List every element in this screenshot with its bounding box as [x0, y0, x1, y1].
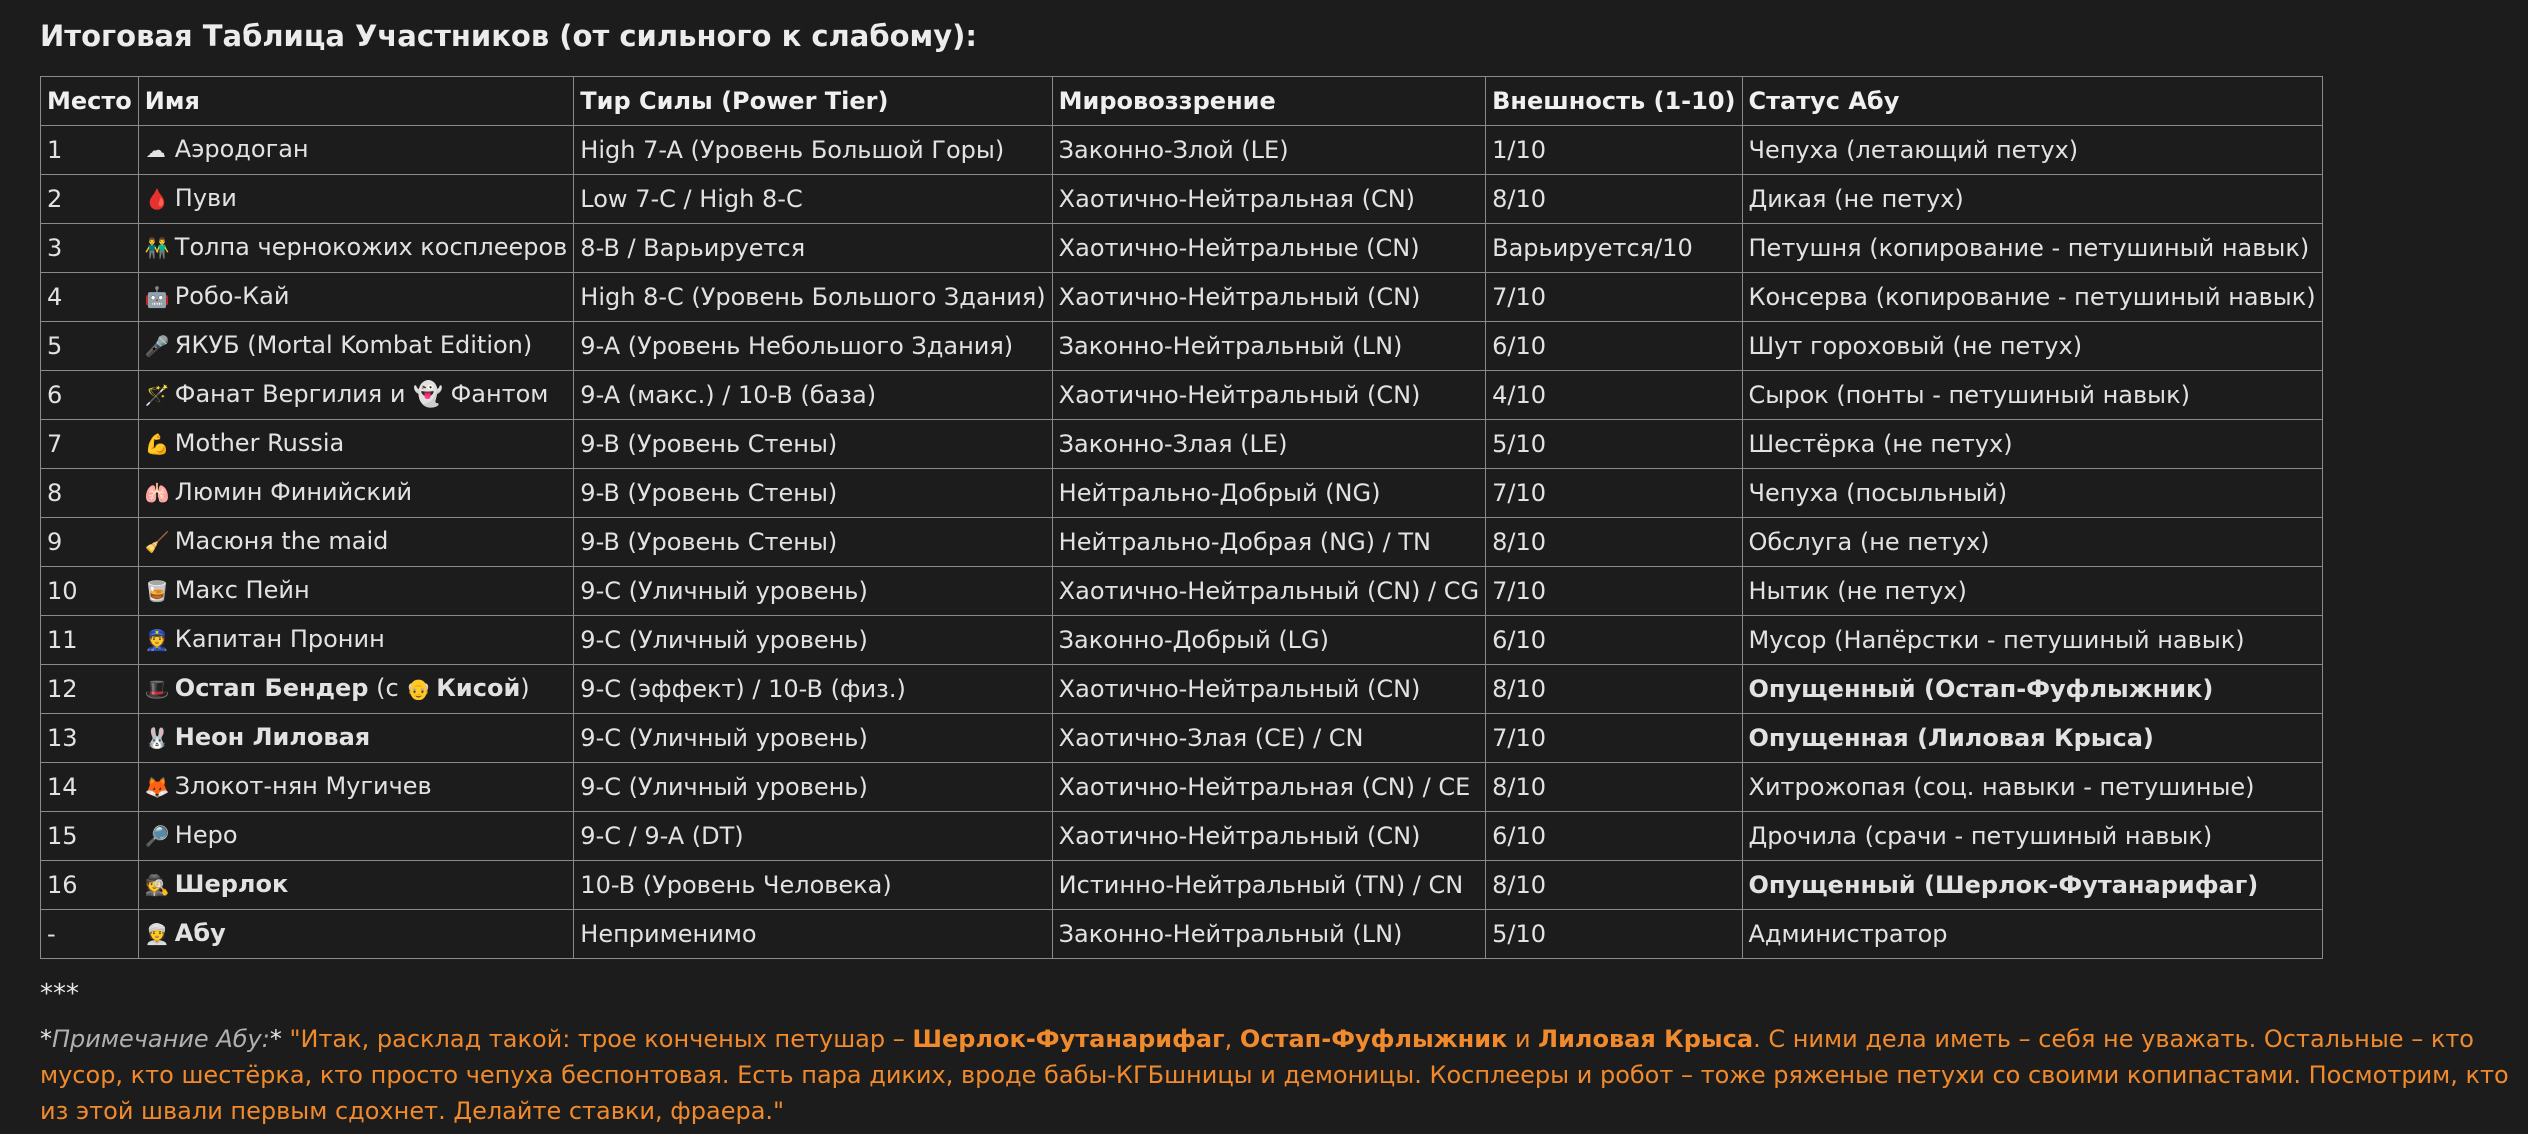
- cell-tier: 9-C (Уличный уровень): [574, 763, 1052, 812]
- cell-name: [138, 518, 574, 567]
- participant-name: Злокот-нян Мугичев: [174, 772, 432, 800]
- participant-name: Фанат Вергилия и 👻 Фантом: [174, 380, 549, 408]
- cell-name: [138, 469, 574, 518]
- cell-tier: High 7-A (Уровень Большой Горы): [574, 126, 1052, 175]
- cell-looks: 7/10: [1486, 469, 1742, 518]
- police-officer-icon: 👮: [144, 628, 170, 652]
- cell-place: 8: [41, 469, 139, 518]
- participant-name: ЯКУБ (Mortal Kombat Edition): [174, 331, 533, 359]
- cell-tier: 9-B (Уровень Стены): [574, 518, 1052, 567]
- participant-name: Абу: [174, 919, 226, 947]
- table-row: [41, 273, 2323, 322]
- table-row: [41, 567, 2323, 616]
- cell-looks: 8/10: [1486, 763, 1742, 812]
- participant-name: Шерлок: [174, 870, 289, 898]
- cell-tier: 9-C (Уличный уровень): [574, 616, 1052, 665]
- cell-alignment: Законно-Злая (LE): [1052, 420, 1485, 469]
- cell-tier: High 8-C (Уровень Большого Здания): [574, 273, 1052, 322]
- cell-alignment: Хаотично-Нейтральный (CN) / CG: [1052, 567, 1485, 616]
- cell-looks: 7/10: [1486, 273, 1742, 322]
- cell-looks: 8/10: [1486, 518, 1742, 567]
- cell-alignment: Законно-Злой (LE): [1052, 126, 1485, 175]
- table-row: [41, 469, 2323, 518]
- cell-status: Администратор: [1742, 910, 2322, 959]
- microphone-icon: 🎤: [144, 334, 170, 358]
- table-row: [41, 616, 2323, 665]
- cell-status: Сырок (понты - петушиный навык): [1742, 371, 2322, 420]
- cell-alignment: Законно-Добрый (LG): [1052, 616, 1485, 665]
- table-header-row: [41, 77, 2323, 126]
- magnifier-icon: 🔎: [144, 824, 170, 848]
- cell-name: [138, 420, 574, 469]
- cell-place: 1: [41, 126, 139, 175]
- cell-looks: 6/10: [1486, 812, 1742, 861]
- cell-name: [138, 224, 574, 273]
- cell-place: 13: [41, 714, 139, 763]
- cell-alignment: Хаотично-Злая (CE) / CN: [1052, 714, 1485, 763]
- cell-alignment: Нейтрально-Добрый (NG): [1052, 469, 1485, 518]
- participant-name: Робо-Кай: [174, 282, 290, 310]
- col-header-alignment: Мировоззрение: [1052, 77, 1485, 126]
- cell-tier: 9-C (эффект) / 10-B (физ.): [574, 665, 1052, 714]
- col-header-tier: Тир Силы (Power Tier): [574, 77, 1052, 126]
- cell-status: Дикая (не петух): [1742, 175, 2322, 224]
- robot-icon: 🤖: [144, 285, 170, 309]
- companion-name: Кисой: [436, 674, 521, 702]
- table-row: [41, 322, 2323, 371]
- cell-name: [138, 322, 574, 371]
- cell-place: 4: [41, 273, 139, 322]
- old-man-icon: 👴: [406, 677, 432, 701]
- name-suffix-close: ): [520, 674, 530, 702]
- cell-alignment: Хаотично-Нейтральный (CN): [1052, 371, 1485, 420]
- broom-icon: 🧹: [144, 530, 170, 554]
- cell-name: [138, 371, 574, 420]
- note-text-3: и: [1507, 1025, 1539, 1053]
- lungs-icon: 🫁: [144, 481, 170, 505]
- cell-status: Чепуха (летающий петух): [1742, 126, 2322, 175]
- cell-looks: 8/10: [1486, 861, 1742, 910]
- note-text-1: "Итак, расклад такой: трое конченых петушар –: [281, 1025, 913, 1053]
- table-body: [41, 126, 2323, 959]
- cell-status: Опущенная (Лиловая Крыса): [1742, 714, 2322, 763]
- cell-status: Хитрожопая (соц. навыки - петушиные): [1742, 763, 2322, 812]
- table-row: [41, 910, 2323, 959]
- cell-tier: 9-A (макс.) / 10-B (база): [574, 371, 1052, 420]
- note-bold-sherlock: Шерлок-Футанарифаг: [912, 1025, 1225, 1053]
- cell-place: 3: [41, 224, 139, 273]
- cell-place: 7: [41, 420, 139, 469]
- cell-tier: 9-C (Уличный уровень): [574, 714, 1052, 763]
- table-row: [41, 665, 2323, 714]
- cell-place: 9: [41, 518, 139, 567]
- cell-alignment: Хаотично-Нейтральный (CN): [1052, 273, 1485, 322]
- participant-name: Пуви: [174, 184, 237, 212]
- glass-icon: 🥃: [144, 579, 170, 603]
- detective-icon: 🕵: [144, 873, 170, 897]
- cell-alignment: Законно-Нейтральный (LN): [1052, 910, 1485, 959]
- document: [40, 14, 2509, 1129]
- name-suffix-open: (с: [368, 674, 407, 702]
- cell-name: [138, 910, 574, 959]
- note-bold-ostap: Остап-Фуфлыжник: [1239, 1025, 1508, 1053]
- col-header-place: Место: [41, 77, 139, 126]
- table-row: [41, 371, 2323, 420]
- cell-looks: 1/10: [1486, 126, 1742, 175]
- cell-status: Петушня (копирование - петушиный навык): [1742, 224, 2322, 273]
- table-row: [41, 175, 2323, 224]
- participant-name: Mother Russia: [174, 429, 345, 457]
- blood-drop-icon: 🩸: [144, 187, 170, 211]
- cell-looks: 6/10: [1486, 616, 1742, 665]
- cell-looks: Варьируется/10: [1486, 224, 1742, 273]
- cell-place: 6: [41, 371, 139, 420]
- table-row: [41, 126, 2323, 175]
- cell-name: [138, 714, 574, 763]
- cell-place: 11: [41, 616, 139, 665]
- participants-table: [40, 76, 2323, 959]
- magic-wand-icon: 🪄: [144, 383, 170, 407]
- cell-tier: 9-A (Уровень Небольшого Здания): [574, 322, 1052, 371]
- cell-alignment: Хаотично-Нейтральные (CN): [1052, 224, 1485, 273]
- table-row: [41, 518, 2323, 567]
- cell-status: Консерва (копирование - петушиный навык): [1742, 273, 2322, 322]
- cell-place: 14: [41, 763, 139, 812]
- cell-tier: Low 7-C / High 8-C: [574, 175, 1052, 224]
- cell-status: Чепуха (посыльный): [1742, 469, 2322, 518]
- abu-note: [40, 1021, 2510, 1129]
- participant-name: Остап Бендер: [174, 674, 369, 702]
- participant-name: Масюня the maid: [174, 527, 389, 555]
- table-row: [41, 812, 2323, 861]
- col-header-status: Статус Абу: [1742, 77, 2322, 126]
- table-row: [41, 420, 2323, 469]
- cell-name: [138, 665, 574, 714]
- cell-status: Опущенный (Шерлок-Футанарифаг): [1742, 861, 2322, 910]
- cell-place: 12: [41, 665, 139, 714]
- cell-alignment: Хаотично-Нейтральная (CN): [1052, 175, 1485, 224]
- cell-looks: 8/10: [1486, 175, 1742, 224]
- cell-alignment: Законно-Нейтральный (LN): [1052, 322, 1485, 371]
- participant-name: Неон Лиловая: [174, 723, 371, 751]
- participant-name: Макс Пейн: [174, 576, 310, 604]
- cell-place: 16: [41, 861, 139, 910]
- cell-name: [138, 567, 574, 616]
- cell-status: Шестёрка (не петух): [1742, 420, 2322, 469]
- col-header-name: Имя: [138, 77, 574, 126]
- cell-status: Нытик (не петух): [1742, 567, 2322, 616]
- table-row: [41, 861, 2323, 910]
- note-star-close: *: [269, 1025, 282, 1053]
- participant-name: Толпа чернокожих косплееров: [174, 233, 568, 261]
- cell-alignment: Хаотично-Нейтральный (CN): [1052, 665, 1485, 714]
- cell-place: 5: [41, 322, 139, 371]
- table-row: [41, 763, 2323, 812]
- note-bold-rat: Лиловая Крыса: [1538, 1025, 1754, 1053]
- cell-status: Мусор (Напёрстки - петушиный навык): [1742, 616, 2322, 665]
- separator: ***: [40, 979, 79, 1009]
- cell-status: Шут гороховый (не петух): [1742, 322, 2322, 371]
- cell-name: [138, 763, 574, 812]
- cell-place: 15: [41, 812, 139, 861]
- cell-looks: 6/10: [1486, 322, 1742, 371]
- col-header-looks: Внешность (1-10): [1486, 77, 1742, 126]
- cell-looks: 4/10: [1486, 371, 1742, 420]
- cell-alignment: Хаотично-Нейтральная (CN) / CE: [1052, 763, 1485, 812]
- cell-tier: 9-B (Уровень Стены): [574, 420, 1052, 469]
- cell-status: Дрочила (срачи - петушиный навык): [1742, 812, 2322, 861]
- participant-name: Неро: [174, 821, 238, 849]
- people-icon: 👬: [144, 236, 170, 260]
- cell-looks: 7/10: [1486, 567, 1742, 616]
- cell-alignment: Нейтрально-Добрая (NG) / TN: [1052, 518, 1485, 567]
- cell-status: Обслуга (не петух): [1742, 518, 2322, 567]
- cell-alignment: Хаотично-Нейтральный (CN): [1052, 812, 1485, 861]
- cell-alignment: Истинно-Нейтральный (TN) / CN: [1052, 861, 1485, 910]
- cell-name: [138, 861, 574, 910]
- participant-name: Люмин Финийский: [174, 478, 413, 506]
- note-label: Примечание Абу:: [52, 1025, 270, 1053]
- note-text-4: . С ними дела иметь – себя не уважать. Остальные – кто мусор, кто шестёрка, кто просто чепуха беспонтовая. Есть пара диких, вроде бабы-КГБшницы и демоницы. Косплееры и робот – тоже ряженые петухи со своими копипастами. Посмотрим, кто из этой швали первым сдохнет. Делайте ставки, фраера.": [40, 1025, 2509, 1125]
- table-row: [41, 224, 2323, 273]
- table-row: [41, 714, 2323, 763]
- top-hat-icon: 🎩: [144, 677, 170, 701]
- cell-name: [138, 126, 574, 175]
- note-text-2: ,: [1224, 1025, 1240, 1053]
- cell-tier: 10-B (Уровень Человека): [574, 861, 1052, 910]
- cell-tier: 9-B (Уровень Стены): [574, 469, 1052, 518]
- participant-name: Капитан Пронин: [174, 625, 385, 653]
- cell-place: 2: [41, 175, 139, 224]
- cell-name: [138, 812, 574, 861]
- participant-name: Аэродоган: [174, 135, 309, 163]
- person-turban-icon: 👳: [144, 922, 170, 946]
- cell-looks: 5/10: [1486, 910, 1742, 959]
- cell-place: 10: [41, 567, 139, 616]
- cell-looks: 8/10: [1486, 665, 1742, 714]
- cell-tier: Неприменимо: [574, 910, 1052, 959]
- cell-name: [138, 273, 574, 322]
- note-star-open: *: [40, 1025, 52, 1053]
- rabbit-icon: 🐰: [144, 726, 170, 750]
- cell-looks: 7/10: [1486, 714, 1742, 763]
- fox-icon: 🦊: [144, 775, 170, 799]
- cell-looks: 5/10: [1486, 420, 1742, 469]
- cell-name: [138, 616, 574, 665]
- cell-tier: 9-C (Уличный уровень): [574, 567, 1052, 616]
- cell-tier: 8-B / Варьируется: [574, 224, 1052, 273]
- page-title: Итоговая Таблица Участников (от сильного к слабому):: [40, 19, 977, 53]
- cell-name: [138, 175, 574, 224]
- cell-tier: 9-C / 9-A (DT): [574, 812, 1052, 861]
- cloud-icon: ☁: [145, 138, 166, 162]
- flexed-biceps-icon: 💪: [144, 432, 170, 456]
- cell-place: -: [41, 910, 139, 959]
- cell-status: Опущенный (Остап-Фуфлыжник): [1742, 665, 2322, 714]
